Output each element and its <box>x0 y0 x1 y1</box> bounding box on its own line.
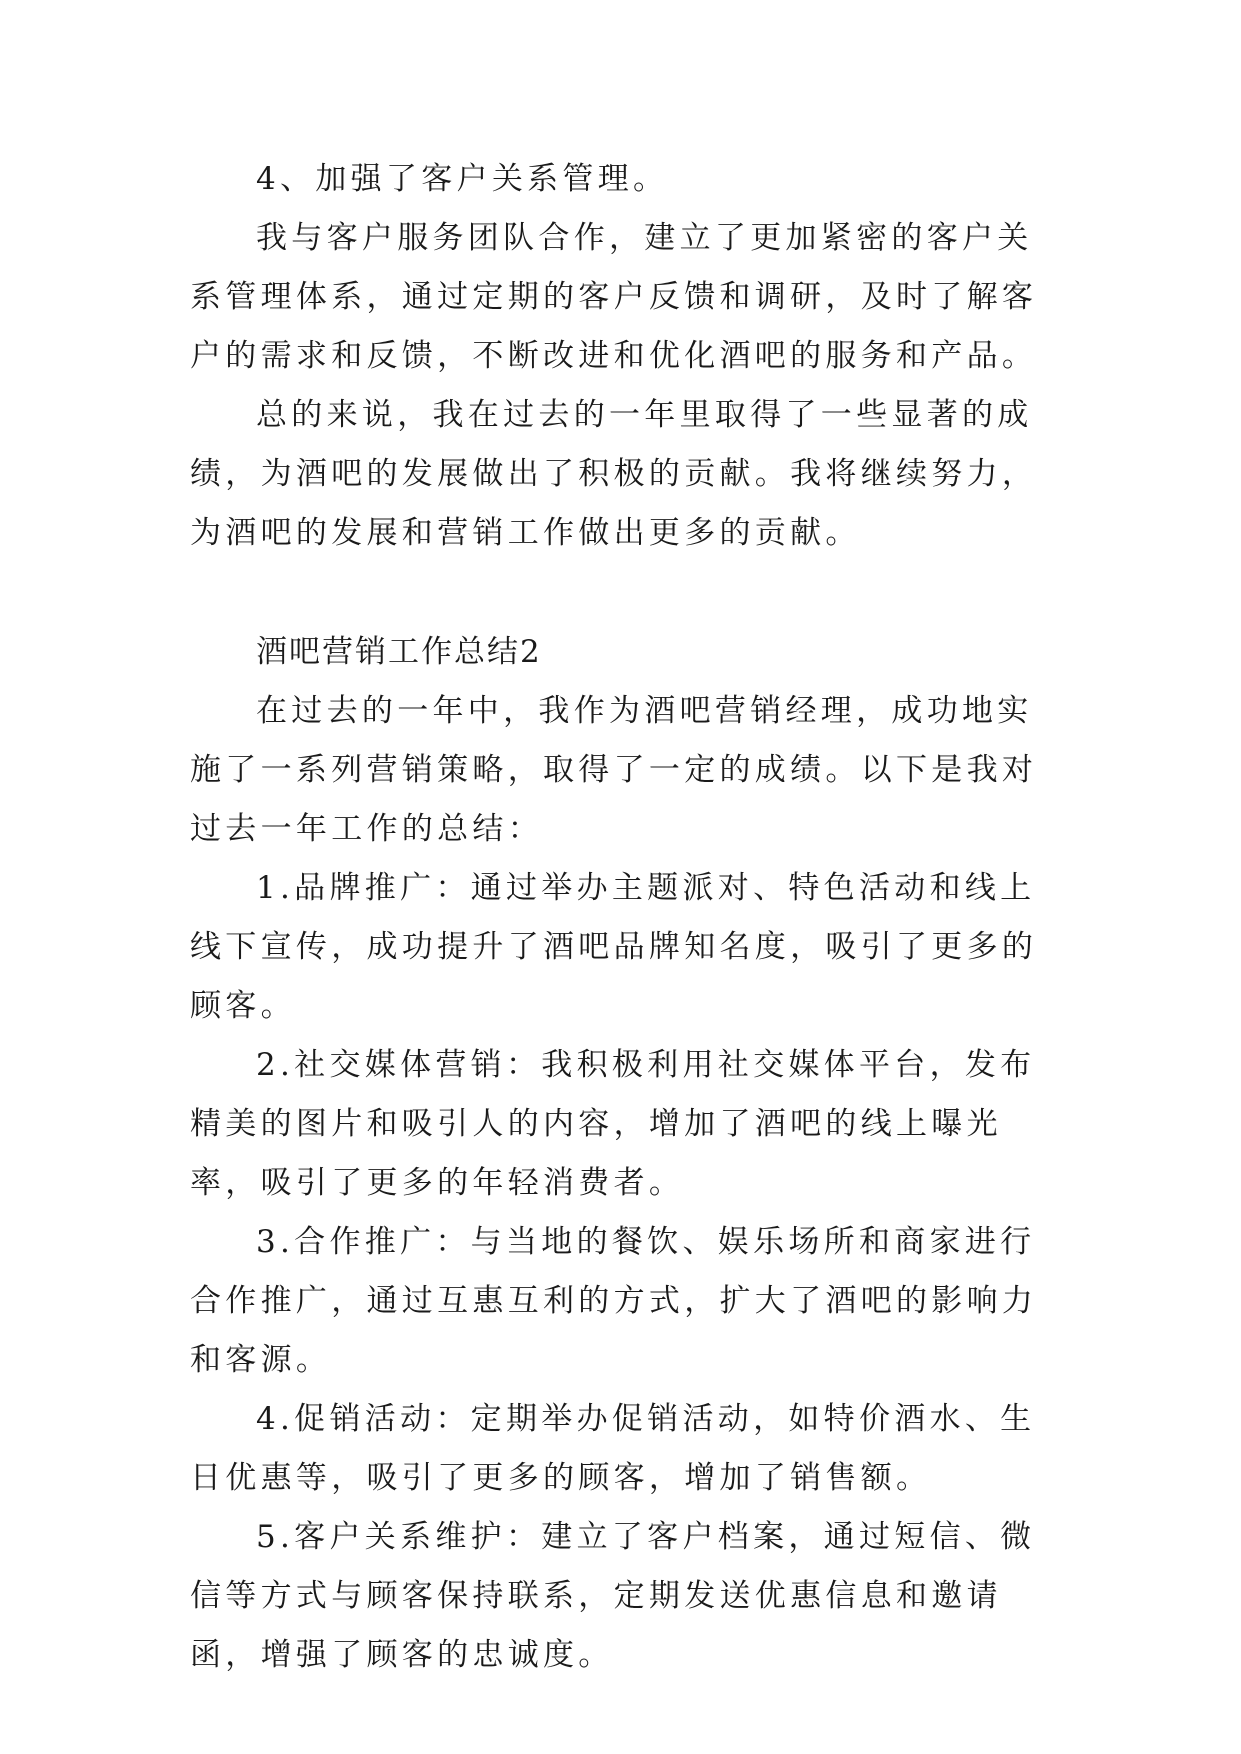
document-page <box>190 150 1060 1685</box>
section2-item-4: 4.促销活动：定期举办促销活动，如特价酒水、生日优惠等，吸引了更多的顾客，增加了销售额。 <box>190 1401 1036 1496</box>
section1-conclusion: 总的来说，我在过去的一年里取得了一些显著的成绩，为酒吧的发展做出了积极的贡献。我将继续努力，为酒吧的发展和营销工作做出更多的贡献。 <box>190 397 1038 551</box>
section2-intro: 在过去的一年中，我作为酒吧营销经理，成功地实施了一系列营销策略，取得了一定的成绩。以下是我对过去一年工作的总结： <box>190 693 1038 847</box>
section2-item-3: 3.合作推广：与当地的餐饮、娱乐场所和商家进行合作推广，通过互惠互利的方式，扩大了酒吧的影响力和客源。 <box>190 1224 1038 1378</box>
section-gap <box>190 563 1060 623</box>
section2-heading: 酒吧营销工作总结2 <box>256 634 542 670</box>
section2-item-5: 5.客户关系维护：建立了客户档案，通过短信、微信等方式与顾客保持联系，定期发送优惠信息和邀请函，增强了顾客的忠诚度。 <box>190 1519 1036 1673</box>
section1-item4-body: 我与客户服务团队合作，建立了更加紧密的客户关系管理体系，通过定期的客户反馈和调研，及时了解客户的需求和反馈，不断改进和优化酒吧的服务和产品。 <box>190 220 1038 374</box>
section2-item-2: 2.社交媒体营销：我积极利用社交媒体平台，发布精美的图片和吸引人的内容，增加了酒吧的线上曝光率，吸引了更多的年轻消费者。 <box>190 1047 1036 1201</box>
section1-item4-title: 4、加强了客户关系管理。 <box>256 161 669 197</box>
section2-item-1: 1.品牌推广：通过举办主题派对、特色活动和线上线下宣传，成功提升了酒吧品牌知名度，吸引了更多的顾客。 <box>190 870 1038 1024</box>
